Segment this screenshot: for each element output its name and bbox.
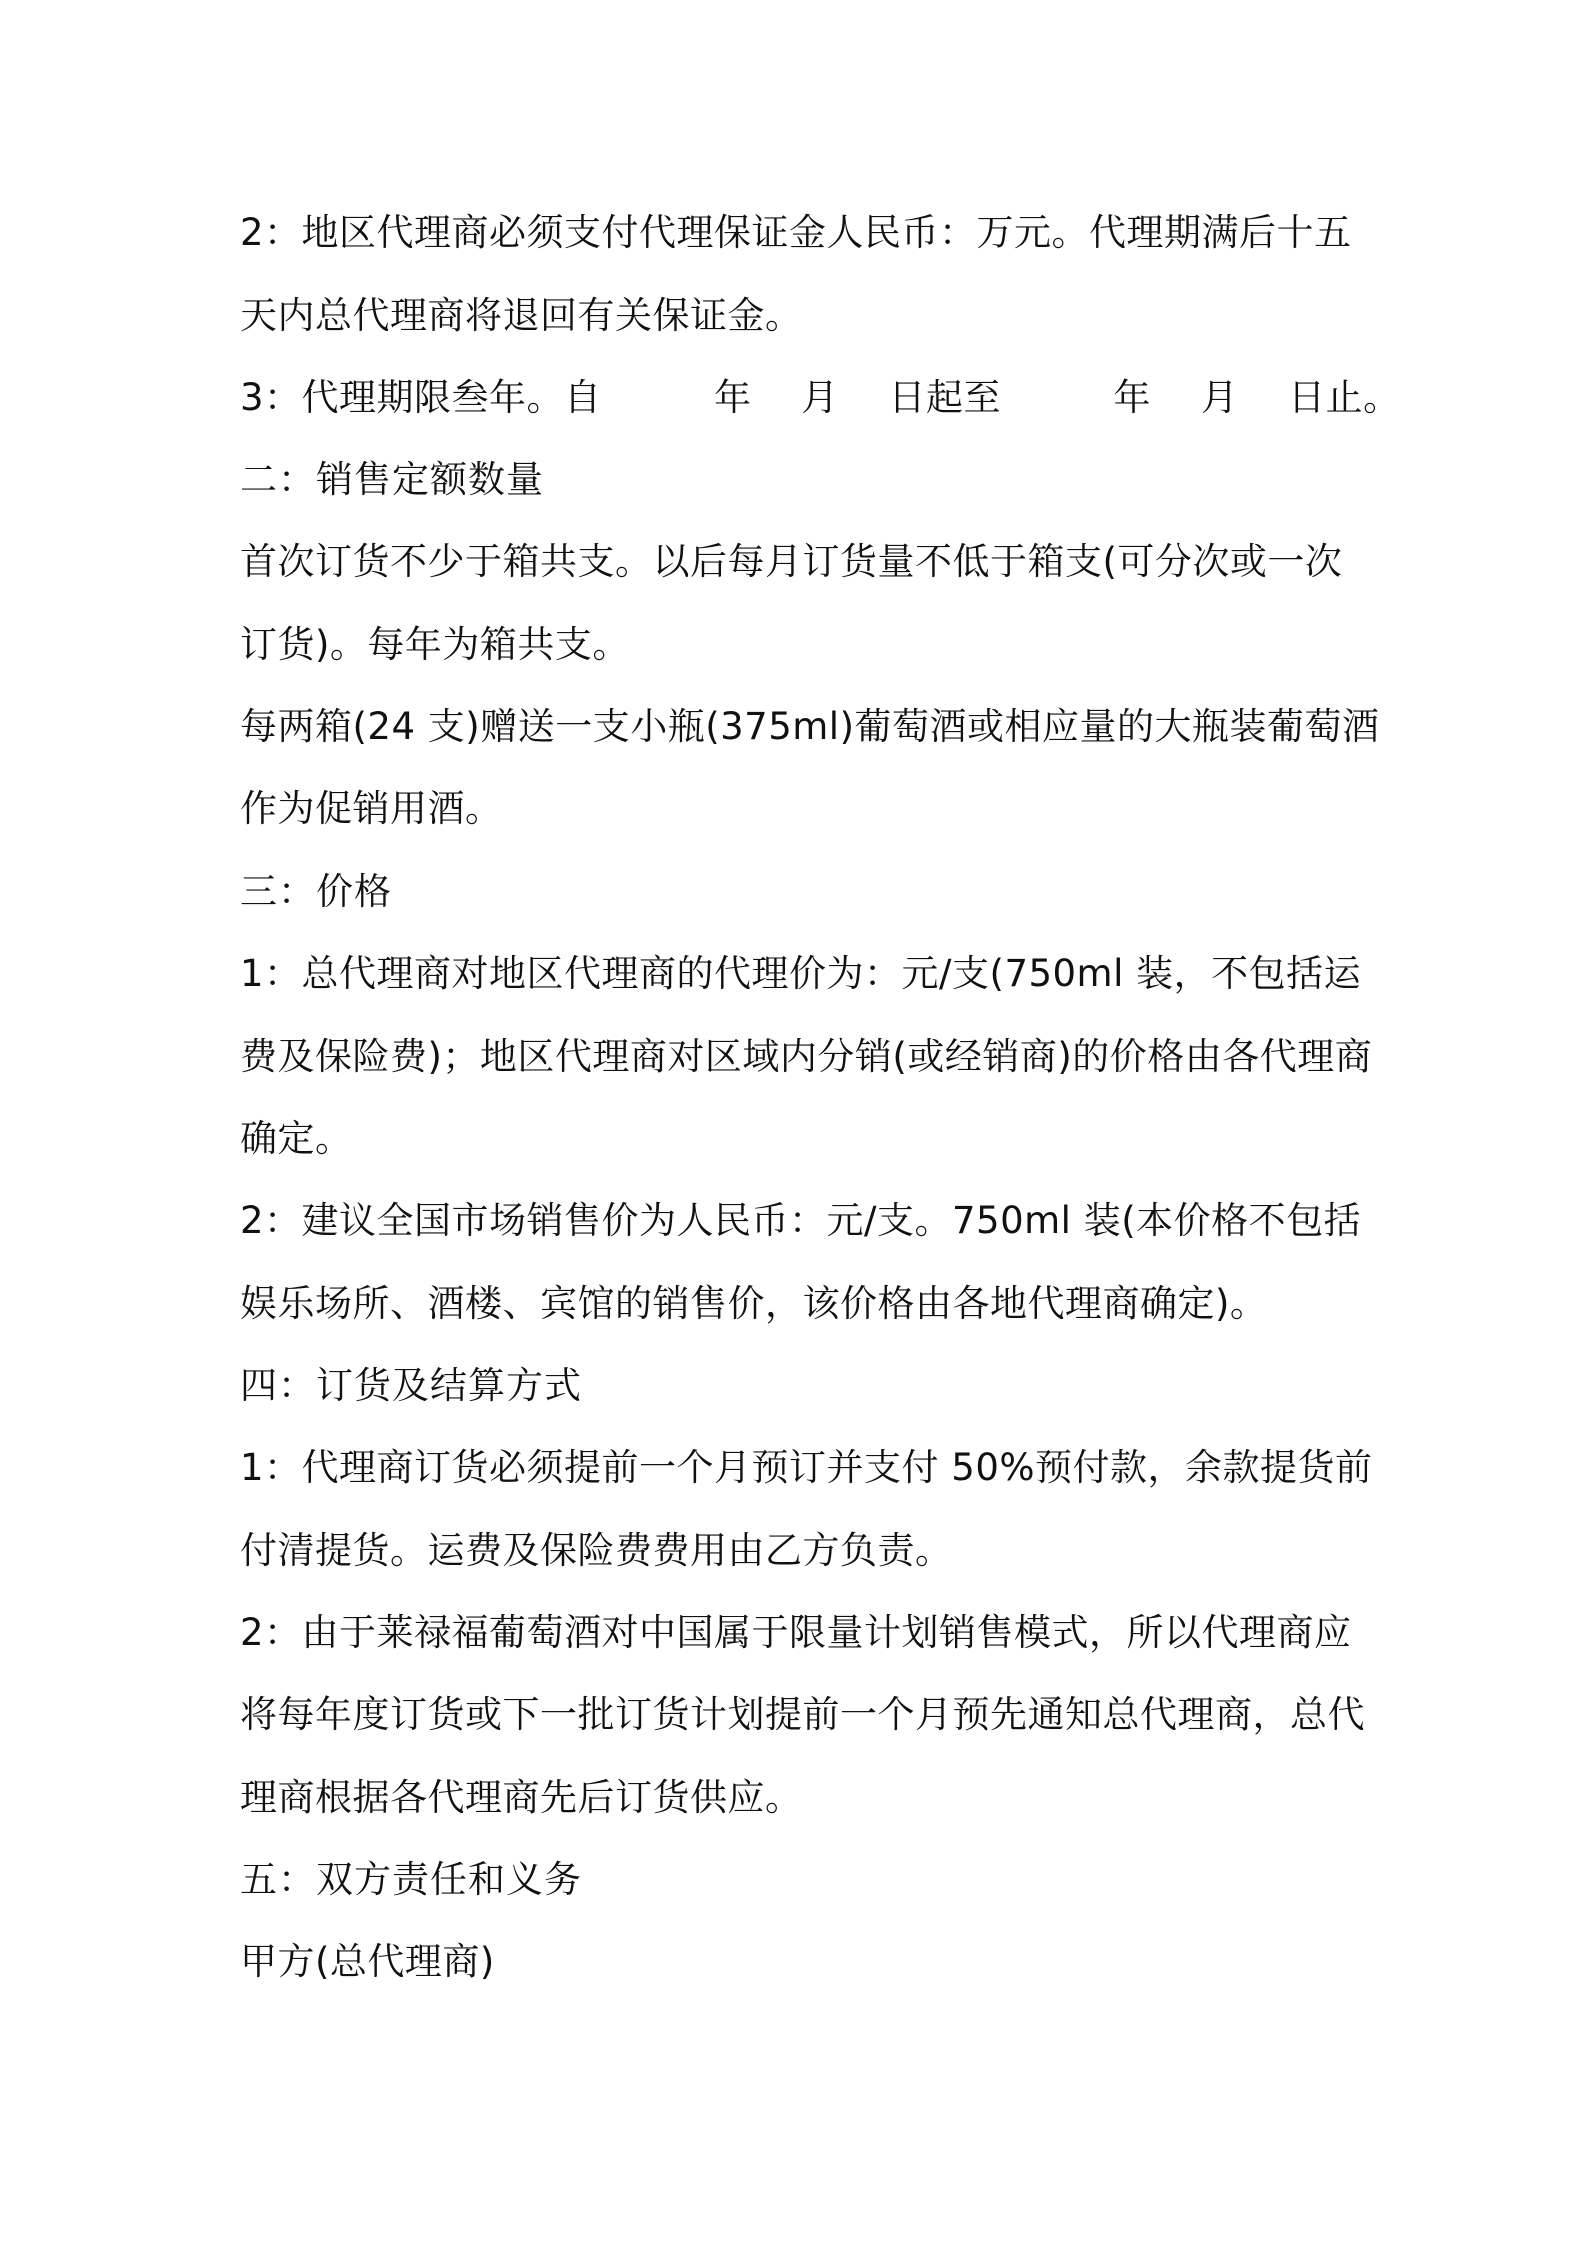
line-promo-1: 每两箱(24 支)赠送一支小瓶(375ml)葡萄酒或相应量的大瓶装葡萄酒: [240, 705, 1380, 748]
line-deposit-2: 天内总代理商将退回有关保证金。: [240, 294, 803, 337]
section-heading-duties: 五：双方责任和义务: [240, 1858, 582, 1901]
line-price-2b: 娱乐场所、酒楼、宾馆的销售价，该价格由各地代理商确定)。: [240, 1282, 1268, 1325]
line-quota-1: 首次订货不少于箱共支。以后每月订货量不低于箱支(可分次或一次: [240, 540, 1343, 583]
section-heading-quota: 二：销售定额数量: [240, 458, 544, 501]
line-price-1a: 1：总代理商对地区代理商的代理价为：元/支(750ml 装，不包括运: [240, 952, 1362, 995]
section-heading-price: 三：价格: [240, 870, 392, 913]
line-order-2b: 将每年度订货或下一批订货计划提前一个月预先通知总代理商，总代: [240, 1693, 1365, 1736]
line-order-1a: 1：代理商订货必须提前一个月预订并支付 50%预付款，余款提货前: [240, 1446, 1373, 1489]
line-order-1b: 付清提货。运费及保险费费用由乙方负责。: [240, 1529, 953, 1572]
line-term: 3：代理期限叁年。自 年 月 日起至 年 月 日止。: [240, 376, 1401, 419]
line-deposit-1: 2：地区代理商必须支付代理保证金人民币：万元。代理期满后十五: [240, 211, 1352, 254]
section-heading-order: 四：订货及结算方式: [240, 1364, 582, 1407]
line-promo-2: 作为促销用酒。: [240, 787, 503, 830]
line-price-1b: 费及保险费)；地区代理商对区域内分销(或经销商)的价格由各代理商: [240, 1035, 1373, 1078]
line-order-2a: 2：由于莱禄福葡萄酒对中国属于限量计划销售模式，所以代理商应: [240, 1611, 1352, 1654]
line-party-a: 甲方(总代理商): [240, 1940, 495, 1983]
line-price-2a: 2：建议全国市场销售价为人民币：元/支。750ml 装(本价格不包括: [240, 1199, 1362, 1242]
line-quota-2: 订货)。每年为箱共支。: [240, 623, 630, 666]
line-price-1c: 确定。: [240, 1117, 353, 1160]
line-order-2c: 理商根据各代理商先后订货供应。: [240, 1776, 803, 1819]
